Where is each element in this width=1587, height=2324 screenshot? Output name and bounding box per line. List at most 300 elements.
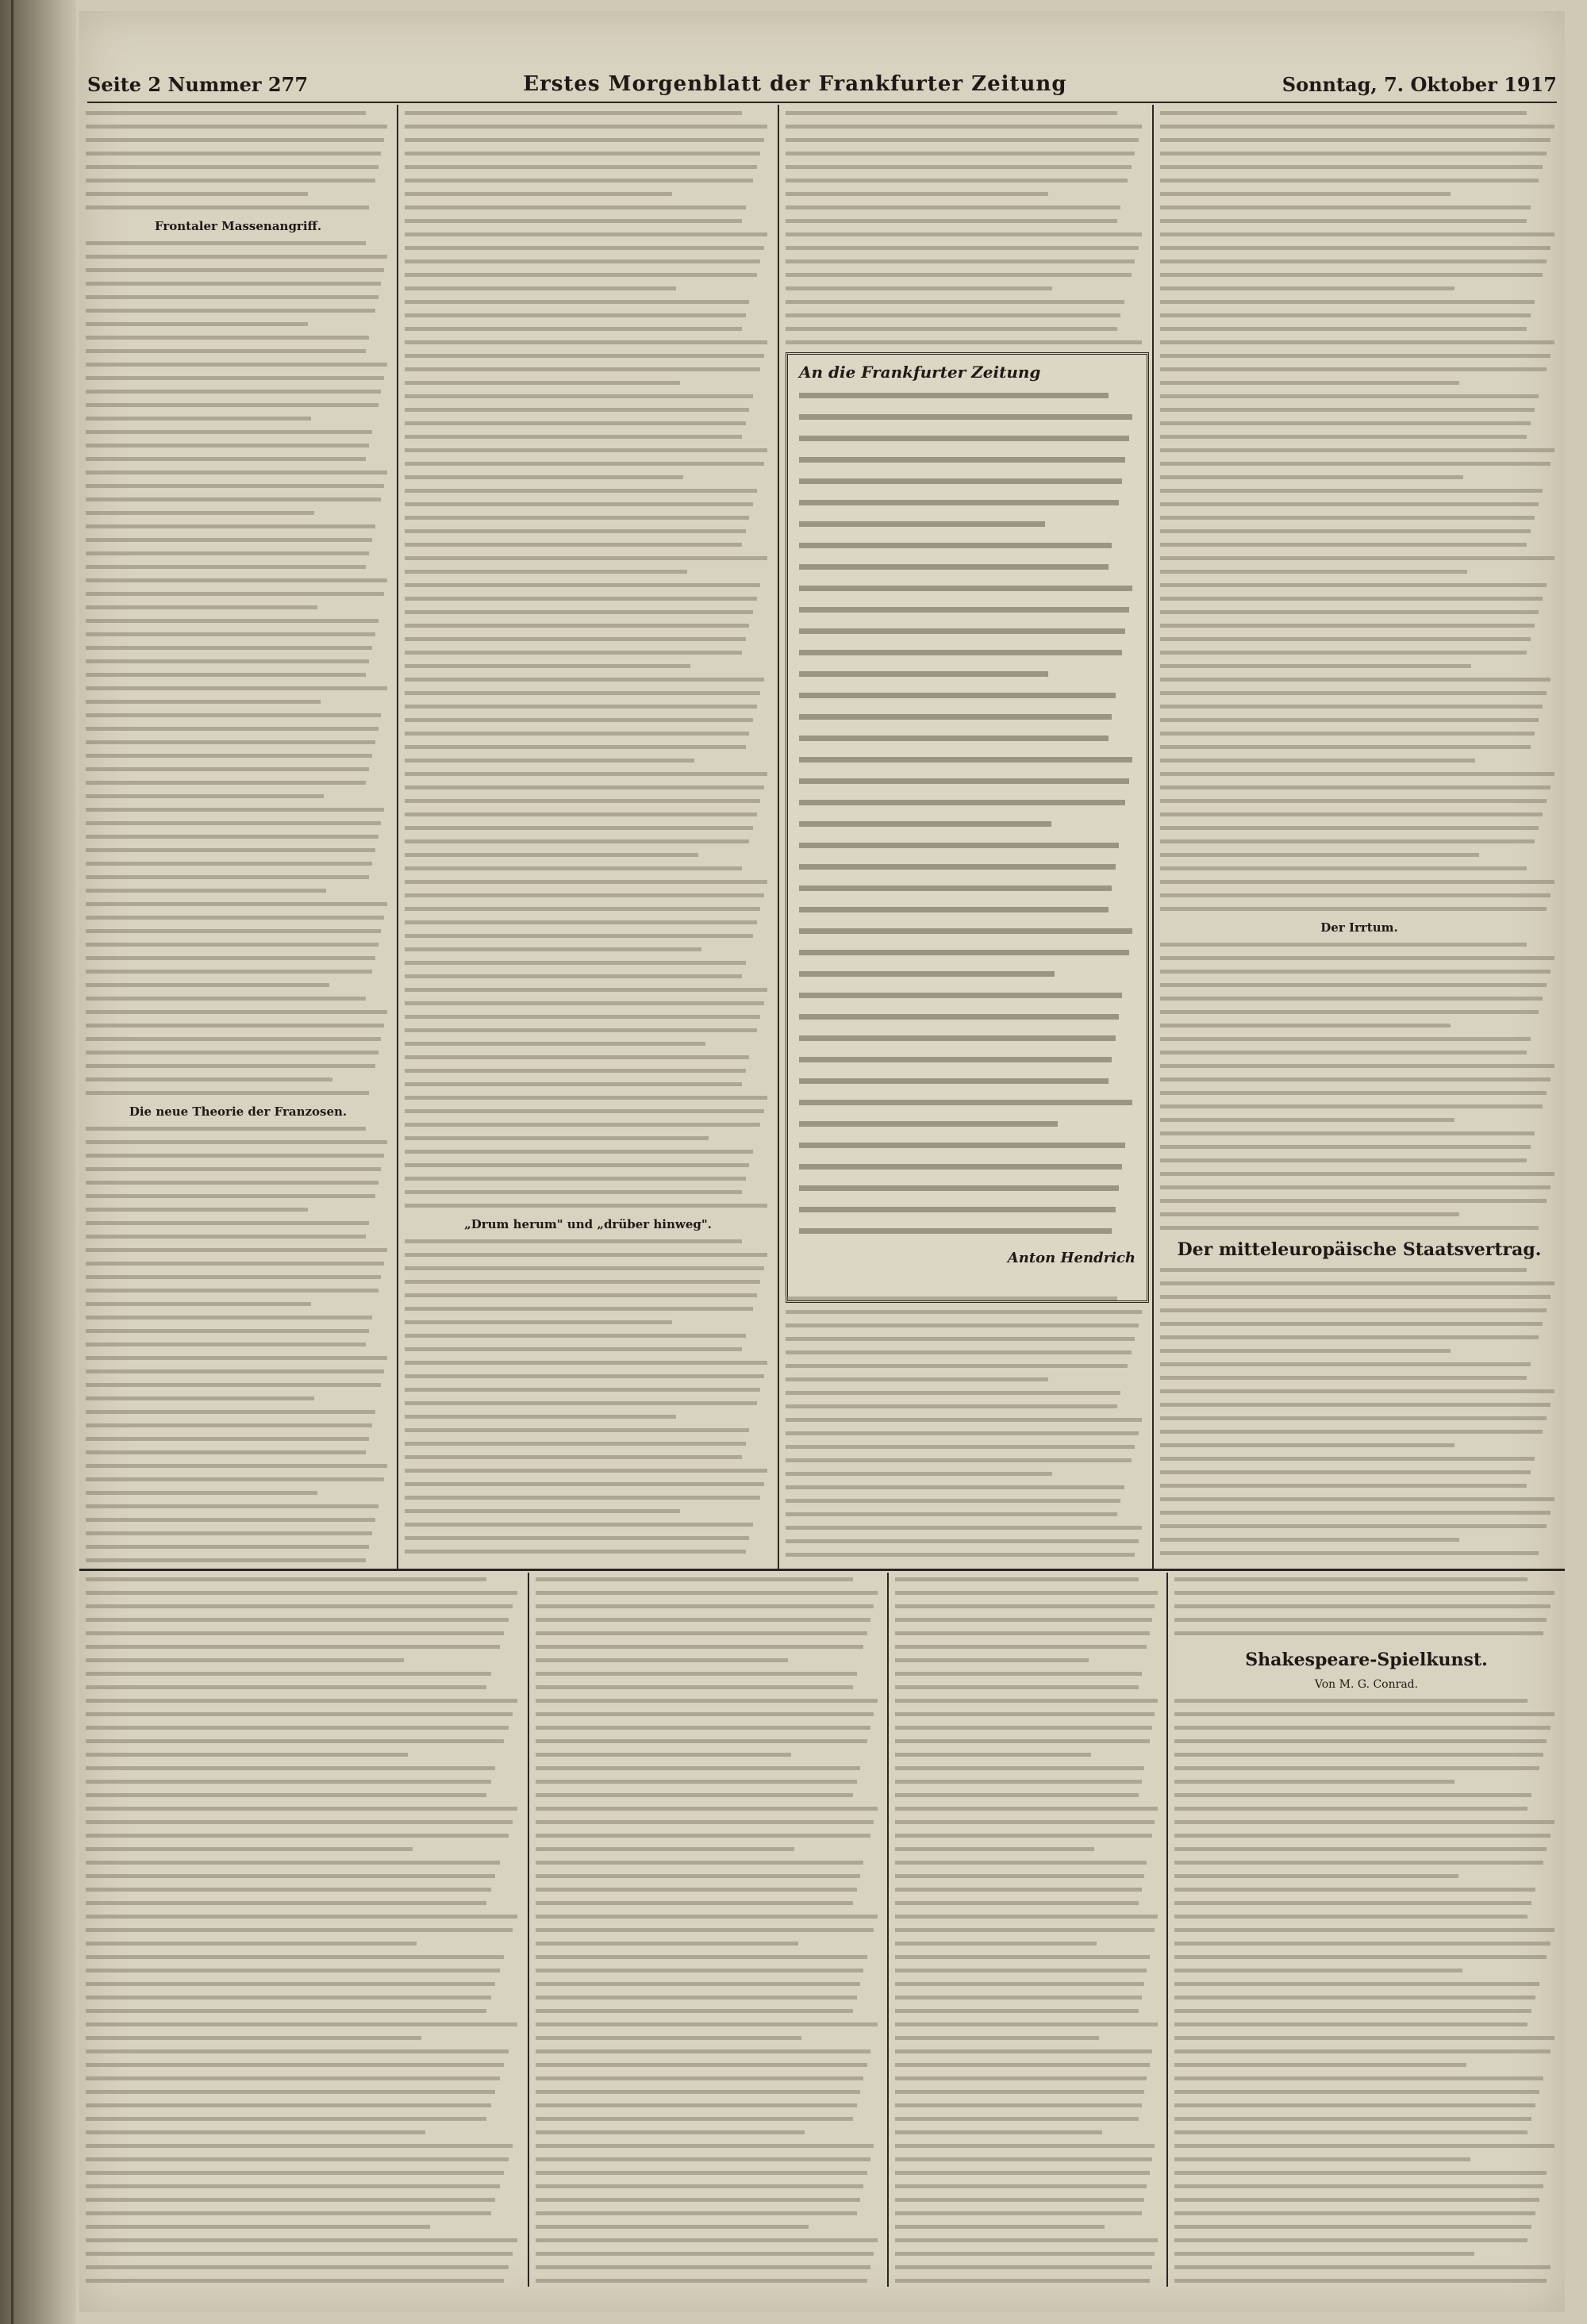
text-line (1160, 313, 1531, 317)
text-line (1160, 1185, 1550, 1189)
text-line (86, 497, 381, 501)
text-line (86, 282, 381, 286)
text-line (799, 564, 1109, 570)
text-line (405, 246, 764, 250)
text-line (405, 1163, 749, 1167)
text-line (786, 1526, 1142, 1530)
text-line (86, 152, 381, 156)
text-line (1160, 1403, 1550, 1407)
text-line (405, 1455, 742, 1459)
text-line (1160, 1470, 1531, 1474)
text-line (1160, 1051, 1527, 1054)
column-rule (528, 1573, 529, 2287)
text-line (536, 1861, 863, 1865)
text-line (1174, 1712, 1554, 1716)
text-line (86, 1289, 378, 1293)
text-line (536, 2144, 874, 2148)
text-line (405, 610, 753, 614)
text-line (86, 2076, 500, 2080)
text-line (86, 2238, 517, 2242)
text-line (86, 2171, 504, 2175)
text-line (1160, 1551, 1539, 1555)
column-rule (397, 105, 398, 1569)
text-line (86, 1329, 369, 1333)
text-line (895, 2211, 1142, 2215)
text-line (895, 1712, 1155, 1716)
text-line (536, 1928, 874, 1932)
bottom-column-1 (86, 1577, 521, 2291)
text-line (536, 1996, 857, 1999)
text-line (536, 1577, 853, 1581)
text-line (405, 313, 746, 317)
text-line (895, 1888, 1142, 1892)
text-line (1174, 2049, 1550, 2053)
text-line (86, 1037, 381, 1041)
bottom-column-3 (895, 1577, 1160, 2291)
text-line (895, 2252, 1155, 2256)
text-line (799, 607, 1129, 613)
text-line (536, 2238, 878, 2242)
text-line (405, 1150, 753, 1154)
text-line (1174, 2198, 1539, 2202)
text-line (799, 800, 1125, 805)
text-line (86, 471, 387, 474)
text-line (86, 1658, 404, 1662)
text-line (1160, 516, 1535, 520)
text-line (786, 1485, 1124, 1489)
text-line (1160, 1104, 1543, 1108)
text-line (1160, 192, 1451, 196)
text-line (895, 1915, 1158, 1919)
text-line (1160, 1010, 1539, 1014)
text-line (895, 2036, 1099, 2040)
text-line (86, 632, 375, 636)
text-line (86, 1631, 504, 1635)
text-line (1160, 772, 1554, 776)
text-line (86, 138, 384, 142)
text-line (895, 1699, 1158, 1703)
text-line (86, 673, 366, 677)
text-line (86, 1010, 387, 1014)
text-line (86, 1356, 387, 1360)
text-line (895, 2022, 1158, 2026)
text-line (86, 1477, 384, 1481)
text-line (86, 1531, 372, 1535)
text-line (1160, 943, 1527, 947)
text-line (405, 651, 742, 655)
text-line (895, 1766, 1144, 1770)
text-line (895, 1631, 1150, 1635)
text-line (86, 1820, 513, 1824)
text-line (1174, 1955, 1547, 1959)
text-line (405, 1523, 753, 1527)
text-line (1174, 1874, 1458, 1878)
text-line (895, 1753, 1091, 1757)
text-line (405, 462, 764, 466)
poem-title: An die Frankfurter Zeitung (799, 363, 1041, 382)
text-line (799, 757, 1132, 763)
text-line (1174, 1969, 1462, 1973)
text-line (1160, 893, 1550, 897)
text-line (1160, 421, 1531, 425)
text-line (86, 1955, 504, 1959)
text-line (405, 1204, 767, 1208)
text-line (405, 947, 701, 951)
text-line (1174, 1901, 1531, 1905)
text-line (536, 1955, 867, 1959)
text-line (786, 1418, 1142, 1422)
text-line (536, 1739, 867, 1743)
text-line (1160, 624, 1535, 628)
text-line (536, 1631, 867, 1635)
text-line (1174, 2076, 1543, 2080)
text-line (786, 138, 1139, 142)
text-line (405, 475, 683, 479)
text-line (536, 1604, 874, 1608)
text-line (1160, 866, 1527, 870)
text-line (799, 543, 1112, 548)
text-line (536, 1915, 878, 1919)
text-line (86, 363, 387, 367)
text-line (786, 1404, 1117, 1408)
text-line (1174, 1577, 1527, 1581)
text-line (895, 2090, 1144, 2094)
masthead (87, 67, 1557, 103)
text-line (1160, 1131, 1535, 1135)
text-line (1160, 1226, 1539, 1230)
text-line (895, 2279, 1150, 2283)
text-line (86, 1316, 372, 1319)
text-line (86, 125, 387, 129)
text-line (1160, 286, 1454, 290)
text-line (405, 1028, 757, 1032)
text-line (1160, 907, 1547, 911)
text-line (1160, 1524, 1547, 1528)
text-line (86, 686, 387, 690)
text-line (86, 309, 375, 313)
text-line (405, 367, 760, 371)
text-line (86, 511, 314, 515)
text-line (1160, 1538, 1459, 1542)
text-line (1160, 354, 1550, 358)
text-line (536, 1658, 788, 1662)
text-line (799, 500, 1119, 505)
text-line (86, 740, 375, 744)
text-line (1174, 2090, 1539, 2094)
text-line (86, 605, 317, 609)
text-line (799, 1100, 1132, 1105)
text-line (405, 732, 749, 736)
text-line (536, 2184, 863, 2188)
text-line (895, 1928, 1155, 1932)
text-line (1174, 1793, 1531, 1797)
text-line (895, 2144, 1155, 2148)
text-line (405, 259, 760, 263)
text-line (405, 961, 746, 965)
text-line (405, 448, 767, 452)
text-line (1160, 1145, 1531, 1149)
text-line (1174, 1834, 1550, 1838)
section-heading: Der Irrtum. (1320, 920, 1398, 935)
text-line (536, 2049, 870, 2053)
text-line (405, 583, 760, 587)
text-line (1160, 1172, 1554, 1176)
text-line (1174, 1631, 1543, 1635)
text-line (895, 1577, 1139, 1581)
text-line (895, 1847, 1094, 1851)
text-line (1174, 2279, 1547, 2283)
text-line (86, 2144, 513, 2148)
text-line (799, 821, 1051, 827)
text-line (536, 1618, 870, 1622)
text-line (1174, 1996, 1535, 1999)
issue-date: Sonntag, 7. Oktober 1917 (1282, 72, 1557, 96)
column-rule (1152, 105, 1154, 1569)
text-line (786, 1445, 1135, 1449)
text-line (86, 2211, 491, 2215)
text-line (86, 2198, 495, 2202)
text-line (405, 232, 767, 236)
text-line (895, 2238, 1158, 2242)
text-line (86, 659, 369, 663)
text-line (1160, 1443, 1454, 1447)
text-line (405, 678, 764, 682)
text-line (86, 551, 369, 555)
text-line (86, 1942, 417, 1946)
text-line (86, 2265, 509, 2269)
text-line (895, 1820, 1155, 1824)
text-line (86, 179, 375, 182)
text-line (405, 529, 746, 533)
text-line (405, 934, 753, 938)
text-line (1174, 2171, 1547, 2175)
text-line (405, 718, 753, 722)
text-line (1160, 475, 1463, 479)
text-line (86, 592, 384, 596)
text-line (86, 255, 387, 259)
text-line (86, 1996, 491, 1999)
text-line (536, 2211, 857, 2215)
text-line (405, 826, 753, 830)
text-line (86, 1077, 332, 1081)
text-line (536, 1753, 791, 1757)
text-line (1174, 1618, 1547, 1622)
text-line (405, 408, 749, 412)
text-line (405, 974, 742, 978)
text-line (405, 839, 749, 843)
shakespeare-title: Shakespeare-Spielkunst. (1245, 1650, 1488, 1670)
text-line (895, 1645, 1147, 1649)
section-heading: Die neue Theorie der Franzosen. (129, 1104, 348, 1119)
text-line (1174, 2144, 1554, 2148)
text-line (895, 1942, 1097, 1946)
text-line (536, 1780, 857, 1784)
text-line (1174, 1766, 1539, 1770)
text-line (786, 232, 1142, 236)
text-line (405, 394, 753, 398)
text-line (405, 1096, 767, 1100)
text-line (86, 2184, 500, 2188)
column-4 (1160, 111, 1558, 1563)
text-line (86, 1577, 486, 1581)
text-line (536, 1901, 853, 1905)
text-line (799, 393, 1109, 398)
text-line (1174, 1807, 1527, 1811)
text-line (1174, 2211, 1535, 2215)
text-line (895, 2009, 1139, 2013)
text-line (799, 928, 1132, 934)
text-line (1174, 1591, 1554, 1595)
text-line (799, 1207, 1116, 1212)
text-line (786, 1391, 1120, 1395)
column-rule (887, 1573, 889, 2287)
text-line (1160, 246, 1550, 250)
text-line (1160, 529, 1531, 533)
text-line (786, 1431, 1139, 1435)
text-line (536, 1847, 794, 1851)
text-line (405, 1266, 764, 1270)
text-line (1160, 273, 1543, 277)
text-line (895, 2157, 1152, 2161)
text-line (405, 1442, 746, 1446)
text-line (405, 1509, 680, 1513)
text-line (86, 2022, 517, 2026)
text-line (405, 435, 742, 439)
text-line (799, 1035, 1116, 1041)
text-line (1160, 206, 1531, 209)
text-line (86, 1558, 366, 1562)
text-line (405, 421, 746, 425)
text-line (1174, 2009, 1531, 2013)
text-line (405, 1536, 749, 1540)
text-line (86, 1780, 491, 1784)
text-line (405, 1496, 760, 1500)
text-line (405, 192, 672, 196)
section-heading: Frontaler Massenangriff. (154, 219, 322, 233)
text-line (86, 2117, 486, 2121)
text-line (1160, 1158, 1527, 1162)
text-line (1174, 1780, 1454, 1784)
column-1 (86, 111, 390, 1563)
text-line (86, 713, 381, 717)
text-line (86, 578, 387, 582)
text-line (1160, 583, 1547, 587)
text-line (405, 1293, 757, 1297)
text-line (799, 885, 1112, 891)
text-line (86, 1901, 486, 1905)
text-line (1174, 1820, 1554, 1824)
text-line (1160, 1091, 1547, 1095)
text-line (786, 1310, 1142, 1314)
text-line (86, 983, 329, 987)
text-line (86, 1685, 486, 1689)
text-line (1160, 179, 1539, 182)
text-line (405, 1069, 746, 1073)
text-line (1160, 839, 1535, 843)
text-line (895, 2103, 1142, 2107)
text-line (1160, 1037, 1531, 1041)
text-line (1160, 1118, 1454, 1122)
text-line (86, 916, 384, 920)
text-line (86, 2049, 509, 2053)
text-line (86, 1847, 413, 1851)
text-line (86, 1504, 378, 1508)
text-line (786, 259, 1135, 263)
text-line (799, 1078, 1109, 1084)
text-line (405, 745, 746, 749)
text-line (86, 2279, 504, 2283)
text-line (405, 556, 767, 560)
text-line (786, 313, 1120, 317)
text-line (86, 1154, 384, 1158)
text-line (405, 327, 742, 331)
text-line (1174, 2238, 1527, 2242)
text-line (86, 390, 381, 394)
text-line (1160, 691, 1547, 695)
text-line (405, 664, 690, 668)
text-line (86, 1982, 495, 1986)
text-line (536, 1685, 853, 1689)
text-line (405, 543, 742, 547)
text-line (799, 457, 1125, 463)
text-line (405, 772, 767, 776)
text-line (895, 2049, 1152, 2053)
text-line (1160, 983, 1547, 987)
text-line (786, 1499, 1120, 1503)
text-line (895, 1780, 1142, 1784)
text-line (799, 714, 1112, 720)
text-line (1174, 2265, 1550, 2269)
text-line (799, 671, 1048, 677)
text-line (86, 1888, 491, 1892)
text-line (405, 786, 764, 789)
text-line (786, 286, 1052, 290)
text-line (86, 1604, 513, 1608)
text-line (1160, 570, 1467, 574)
text-line (405, 111, 742, 115)
text-line (1174, 1739, 1547, 1743)
page-number: Seite 2 Nummer 277 (87, 72, 309, 96)
text-line (86, 2252, 513, 2256)
text-line (895, 1685, 1139, 1689)
text-line (405, 1482, 764, 1486)
text-line (1160, 732, 1535, 736)
text-line (405, 1123, 760, 1127)
text-line (86, 727, 378, 731)
text-line (86, 1051, 378, 1054)
text-line (1160, 1457, 1535, 1461)
text-line (405, 1280, 760, 1284)
bottom-column-2 (536, 1577, 881, 2291)
text-line (86, 821, 381, 825)
text-line (405, 1320, 672, 1324)
text-line (536, 1820, 874, 1824)
text-line (895, 1672, 1142, 1676)
text-line (786, 125, 1142, 129)
text-line (1160, 637, 1531, 641)
text-line (86, 241, 366, 245)
text-line (405, 516, 749, 520)
text-line (86, 781, 366, 785)
text-line (1160, 394, 1539, 398)
text-line (1174, 1915, 1527, 1919)
text-line (895, 2076, 1147, 2080)
text-line (895, 2265, 1152, 2269)
text-line (86, 1181, 378, 1185)
text-line (86, 565, 366, 569)
text-line (895, 1834, 1152, 1838)
text-line (86, 295, 378, 299)
